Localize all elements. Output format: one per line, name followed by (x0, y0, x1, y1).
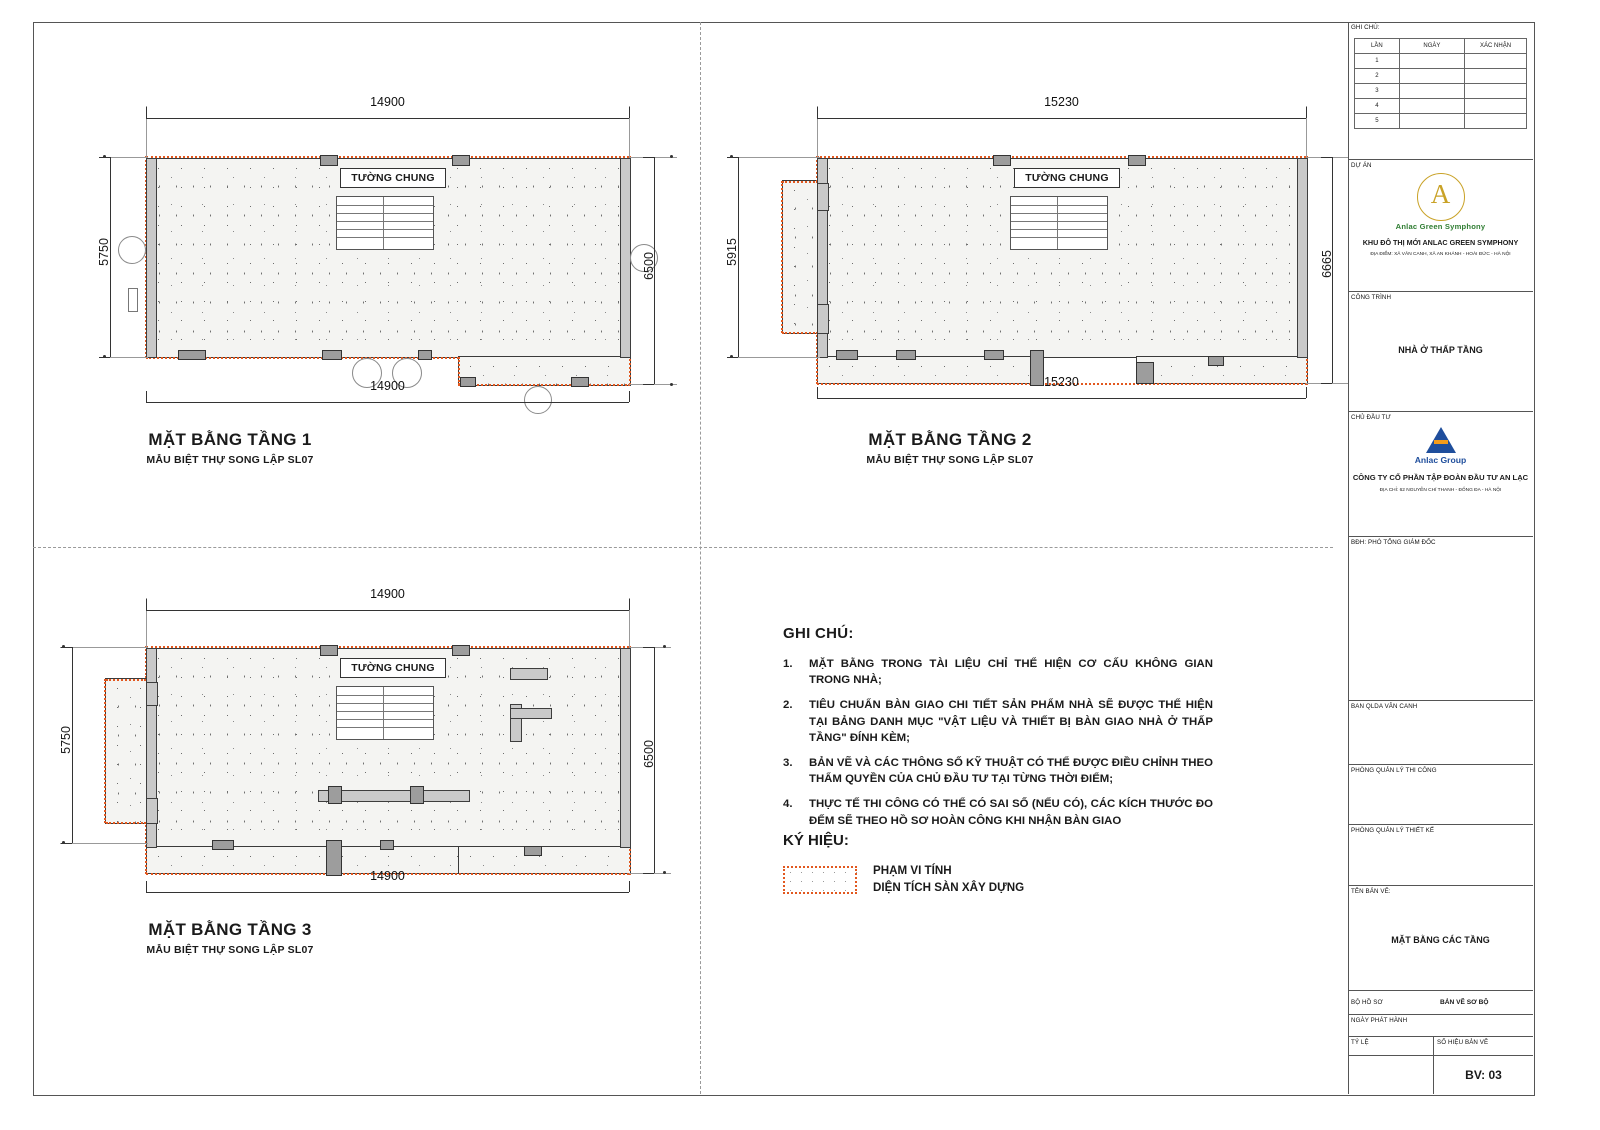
floor-1-shared-wall-tag: TƯỜNG CHUNG (340, 168, 446, 188)
floor-1-wall-pier-a (320, 155, 338, 166)
revision-row-index: 4 (1355, 99, 1400, 114)
floor-2-area-boundary-top (817, 156, 1306, 158)
floor-3-wall-bay-b (146, 798, 158, 824)
legend-heading: KÝ HIỆU: (783, 832, 849, 849)
note-item (783, 796, 1213, 828)
revision-row-date[interactable] (1399, 99, 1464, 114)
floor-2-area-boundary-bay-left (781, 181, 783, 333)
col-header-xacnhan: XÁC NHẬN (1465, 39, 1527, 54)
floor-3-shared-wall-tag: TƯỜNG CHUNG (340, 658, 446, 678)
investor-logo-name: Anlac Group (1414, 455, 1467, 465)
note-number: 1. (783, 658, 793, 670)
drawing-name-section (1348, 886, 1533, 991)
drawing-name-caption: TÊN BẢN VẼ: (1351, 888, 1391, 895)
floor-1-dim-right: 6500 (648, 157, 660, 384)
floor-2-dim-bottom: 15230 (817, 392, 1306, 404)
doc-set-section (1348, 991, 1533, 1015)
approval-section-2 (1348, 701, 1533, 765)
drawing-number-value: BV: 03 (1465, 1068, 1502, 1082)
col-header-lan: LẦN (1355, 39, 1400, 54)
floor-2-dim-right: 6665 (1326, 157, 1338, 383)
floor-3-dim-dot-d (663, 871, 666, 874)
scale-section (1348, 1037, 1533, 1056)
table-row (1355, 99, 1527, 114)
project-logo (1348, 173, 1533, 231)
note-number: 3. (783, 756, 793, 769)
revision-row-date[interactable] (1399, 69, 1464, 84)
approval-caption-3: PHÒNG QUẢN LÝ THI CÔNG (1351, 767, 1437, 774)
floor-1-wall-left (146, 158, 157, 358)
revision-row-confirm[interactable] (1465, 114, 1527, 129)
note-text: MẶT BẰNG TRONG TÀI LIỆU CHỈ THỂ HIỆN CƠ CẤU KHÔNG GIAN TRONG NHÀ; (809, 658, 1213, 687)
floor-1-dim-dot-d (670, 383, 673, 386)
table-header-row (1355, 39, 1527, 54)
project-address: ĐỊA ĐIỂM: XÃ VÂN CANH, XÃ AN KHÁNH - HOÀI ĐỨC - HÀ NỘI (1370, 252, 1511, 257)
floor-3-slab (146, 648, 631, 848)
investor-caption: CHỦ ĐẦU TƯ (1351, 414, 1391, 421)
floor-3-wall-inner-e (328, 786, 342, 804)
approval-caption-4: PHÒNG QUẢN LÝ THIẾT KẾ (1351, 827, 1435, 834)
anlac-group-logo-icon (1426, 427, 1456, 453)
project-section (1348, 160, 1533, 292)
legend-entry-line2: DIỆN TÍCH SÀN XÂY DỰNG (873, 880, 1025, 894)
legend-entry-text (873, 863, 1024, 897)
notes-list (783, 656, 1213, 829)
floor-3-wall-seg-1 (212, 840, 234, 850)
floor-2-dim-top: 15230 (817, 112, 1306, 124)
floor-3-dim-dot-c (663, 645, 666, 648)
table-row (1355, 54, 1527, 69)
legend-entry-line1: PHẠM VI TÍNH (873, 864, 952, 877)
floor-2-area-boundary-bay-bottom (782, 332, 818, 334)
investor-name: CÔNG TY CỔ PHẦN TẬP ĐOÀN ĐẦU TƯ AN LẠC (1352, 473, 1529, 482)
floor-plan-3 (0, 490, 700, 1050)
approval-caption-2: BAN QLDA VÂN CANH (1351, 703, 1418, 710)
floor-2-wall-bay-b (817, 304, 829, 334)
revision-row-index: 2 (1355, 69, 1400, 84)
floor-3-wall-inner-c (510, 708, 552, 719)
legend-swatch-area-boundary (783, 866, 857, 894)
notes-heading: GHI CHÚ: (783, 625, 854, 642)
floor-2-balcony-left (782, 180, 822, 334)
approval-section-1 (1348, 537, 1533, 701)
work-section (1348, 292, 1533, 412)
note-number: 4. (783, 798, 793, 811)
floor-3-title: MẶT BẰNG TẦNG 3 MẪU BIỆT THỰ SONG LẬP SL07 (146, 920, 314, 956)
floor-1-wall-seg-1 (178, 350, 206, 360)
revision-row-date[interactable] (1399, 54, 1464, 69)
investor-logo (1348, 427, 1533, 465)
work-name: NHÀ Ở THẤP TẦNG (1398, 345, 1483, 355)
work-caption: CÔNG TRÌNH (1351, 294, 1392, 301)
table-row (1355, 114, 1527, 129)
floor-2-wall-pier-a (993, 155, 1011, 166)
floor-2-area-boundary-bay-top (782, 181, 818, 183)
revision-table (1348, 38, 1533, 129)
floor-2-wall-seg-1 (836, 350, 858, 360)
floor-2-wall-seg-2 (896, 350, 916, 360)
drawing-name: MẶT BẰNG CÁC TẦNG (1391, 935, 1490, 945)
floor-1-window-left (128, 288, 138, 312)
floor-3-area-boundary-bay-left (104, 679, 106, 823)
floor-2-wall-pier-b (1128, 155, 1146, 166)
doc-set-value: BẢN VẼ SƠ BỘ (1440, 999, 1489, 1006)
table-row (1355, 84, 1527, 99)
note-number: 2. (783, 699, 793, 712)
floor-1-wall-seg-2 (322, 350, 342, 360)
floor-1-wall-seg-3 (418, 350, 432, 360)
project-caption: DỰ ÁN (1351, 162, 1372, 169)
floor-2-ext-left-bottom (728, 357, 820, 358)
revision-row-index: 1 (1355, 54, 1400, 69)
drawing-number-value-wrap (1434, 1056, 1533, 1094)
floor-1-area-boundary-top (146, 156, 629, 158)
floor-1-title: MẶT BẰNG TẦNG 1 MẪU BIỆT THỰ SONG LẬP SL07 (146, 430, 314, 466)
investor-address: ĐỊA CHỈ: 62 NGUYỄN CHÍ THANH - ĐỐNG ĐA - HÀ NỘI (1379, 488, 1502, 493)
revision-row-index: 3 (1355, 84, 1400, 99)
revision-row-date[interactable] (1399, 114, 1464, 129)
table-row (1355, 69, 1527, 84)
project-logo-name: Anlac Green Symphony (1395, 222, 1486, 231)
scale-value (1348, 1056, 1434, 1094)
note-text: BẢN VẼ VÀ CÁC THÔNG SỐ KỸ THUẬT CÓ THỂ ĐƯỢC ĐIỀU CHỈNH THEO THẨM QUYỀN CỦA CHỦ ĐẦU TƯ TẠI TỪNG THỜI ĐIỂM; (809, 756, 1213, 786)
issue-date-caption: NGÀY PHÁT HÀNH (1351, 1017, 1408, 1024)
floor-3-wall-pier-b (452, 645, 470, 656)
floor-3-wall-pier-a (320, 645, 338, 656)
floor-3-area-boundary-bay-top (106, 679, 146, 681)
issue-date-section (1348, 1015, 1533, 1037)
floor-1-dim-left: 5750 (104, 157, 116, 357)
revision-row-confirm[interactable] (1465, 69, 1527, 84)
title-block (1348, 22, 1533, 1094)
legend-block (783, 832, 1213, 897)
floor-3-wall-inner-a (510, 668, 548, 680)
revision-row-confirm[interactable] (1465, 84, 1527, 99)
floor-1-wall-right (620, 158, 631, 358)
floor-3-wall-right (620, 648, 631, 848)
floor-3-dim-top: 14900 (146, 604, 629, 616)
floor-3-ext-left-bottom (60, 843, 148, 844)
floor-2-staircase (1010, 196, 1108, 250)
col-header-ngay: NGÀY (1399, 39, 1464, 54)
note-item (783, 656, 1213, 688)
revision-row-date[interactable] (1399, 84, 1464, 99)
floor-1-dim-dot-c (670, 155, 673, 158)
note-text: TIÊU CHUẨN BÀN GIAO CHI TIẾT SẢN PHẨM NHÀ SẼ ĐƯỢC THỂ HIỆN TẠI BẢNG DANH MỤC "VẬT LIỆU VÀ THIẾT BỊ BÀN GIAO NHÀ Ở THẤP TẦNG" ĐÍNH KÈM; (809, 699, 1213, 744)
floor-3-balcony-left (105, 678, 151, 824)
floor-3-wall-seg-3 (380, 840, 394, 850)
note-item (783, 755, 1213, 787)
project-name: KHU ĐÔ THỊ MỚI ANLAC GREEN SYMPHONY (1362, 238, 1519, 247)
anlac-green-symphony-logo-icon (1417, 173, 1465, 221)
floor-3-area-boundary-bay-bottom (106, 822, 146, 824)
notes-block (783, 625, 1213, 838)
floor-2-slab (817, 158, 1308, 358)
floor-2-wall-right (1297, 158, 1308, 358)
drawing-number-section (1348, 1056, 1533, 1094)
floor-2-wall-bay-a (817, 183, 829, 211)
revision-row-index: 5 (1355, 114, 1400, 129)
investor-section (1348, 412, 1533, 537)
floor-3-dim-bottom: 14900 (146, 886, 629, 898)
revision-row-confirm[interactable] (1465, 54, 1527, 69)
floor-2-wall-seg-3 (984, 350, 1004, 360)
revision-caption: GHI CHÚ: (1351, 24, 1380, 31)
revision-row-confirm[interactable] (1465, 99, 1527, 114)
floor-3-wall-bay-a (146, 682, 158, 706)
floor-2-wall-seg-6 (1208, 356, 1224, 366)
floor-1-staircase (336, 196, 434, 250)
approval-section-3 (1348, 765, 1533, 825)
note-text: THỰC TẾ THI CÔNG CÓ THỂ CÓ SAI SỐ (NẾU CÓ), CÁC KÍCH THƯỚC ĐO ĐẾM SẼ THEO HỒ SƠ HOÀN CÔNG KHI NHẬN BÀN GIAO (809, 798, 1213, 827)
drawing-number-caption: SỐ HIỆU BẢN VẼ (1437, 1039, 1489, 1046)
revision-section (1348, 22, 1533, 160)
doc-set-caption: BỘ HỒ SƠ (1351, 999, 1383, 1006)
floor-2-shared-wall-tag: TƯỜNG CHUNG (1014, 168, 1120, 188)
approval-section-4 (1348, 825, 1533, 886)
floor-1-dim-bottom: 14900 (146, 396, 629, 408)
floor-2-dim-left: 5915 (732, 157, 744, 357)
floor-1-dim-top: 14900 (146, 112, 629, 124)
floor-3-wall-seg-4 (524, 846, 542, 856)
legend-entry (783, 863, 1213, 897)
floor-3-dim-right: 6500 (648, 647, 660, 873)
approval-caption-1: BĐH: PHÓ TỔNG GIÁM ĐỐC (1351, 539, 1436, 546)
floor-3-staircase (336, 686, 434, 740)
floor-3-wall-inner-f (410, 786, 424, 804)
floor-1-slab (146, 158, 631, 358)
scale-caption: TỶ LỆ (1348, 1037, 1434, 1055)
floor-1-door-swing-left (118, 236, 146, 264)
floor-3-area-boundary-top (146, 646, 629, 648)
floor-3-dim-left: 5750 (66, 647, 78, 843)
floor-1-wall-pier-b (452, 155, 470, 166)
floor-plan-2 (700, 0, 1350, 540)
floor-2-title: MẶT BẰNG TẦNG 2 MẪU BIỆT THỰ SONG LẬP SL07 (866, 430, 1034, 466)
note-item (783, 697, 1213, 746)
